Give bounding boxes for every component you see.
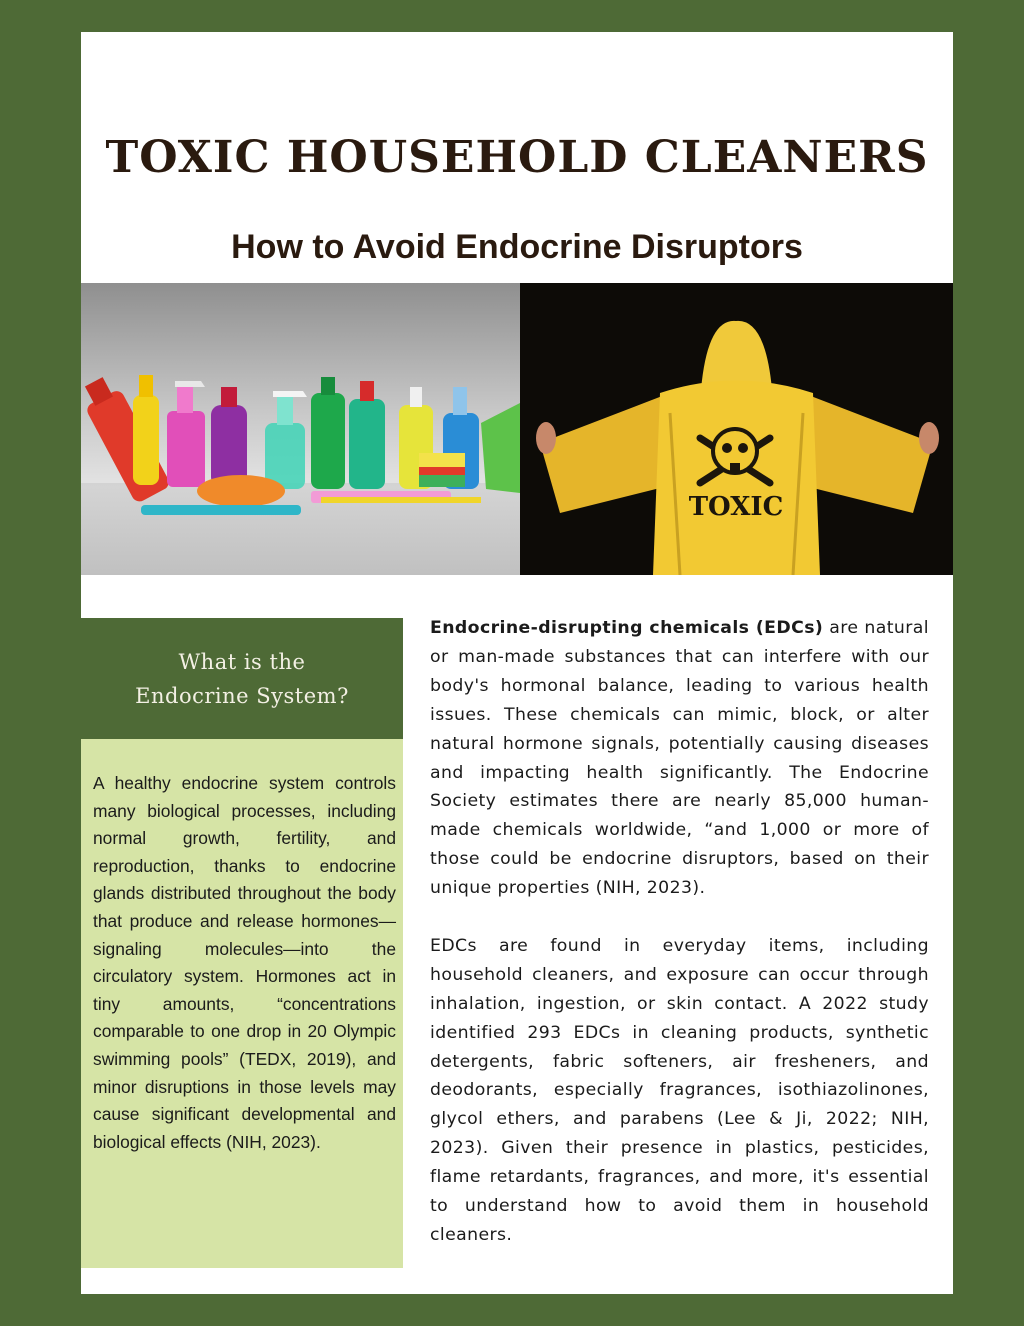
article-paragraph-2: EDCs are found in everyday items, including household cleaners, and exposure can occur through inhalation, ingestion, or skin contact. A 2022 study identified 293 EDCs in cleaning products, synthetic detergents, fabric softeners, air fresheners, and deodorants, especially fragrances, isothiazolinones, glycol ethers, and parabens (Lee & Ji, 2022; NIH, 2023). Given their presence in plastics, pesticides, flame retardants, fragrances, and more, it's essential to understand how to avoid them in household cleaners.	[430, 935, 929, 1246]
article-lead: Endocrine-disrupting chemicals (EDCs)	[430, 618, 824, 638]
sidebar-heading: What is the Endocrine System?	[135, 649, 349, 708]
page-subtitle: How to Avoid Endocrine Disruptors	[231, 228, 803, 266]
sidebar-body: A healthy endocrine system controls many biological processes, including normal growth, fertility, and reproduction, thanks to endocrine glands distributed throughout the body that produce and release hormones—signaling molecules—into the circulatory system. Hormones act in tiny amounts, “concentrations comparable to one drop in 20 Olympic swimming pools” (TEDX, 2019), and minor disruptions in those levels may cause significant developmental and biological effects (NIH, 2023).	[93, 773, 396, 1152]
cleaning-products-photo	[81, 283, 520, 575]
article-paragraph-1-text: are natural or man-made substances that can interfere with our body's hormonal balance, leading to various health issues. These chemicals can mimic, block, or alter natural hormone signals, potentially causing diseases and impacting health significantly. The Endocrine Society estimates there are nearly 85,000 human-made chemicals worldwide, “and 1,000 or more of those could be endocrine disruptors, based on their unique properties (NIH, 2023).	[430, 618, 929, 899]
article-paragraph-1	[430, 614, 929, 903]
toxic-raincoat-photo	[520, 283, 953, 575]
article-body	[430, 614, 929, 1250]
page-title: TOXIC HOUSEHOLD CLEANERS	[105, 132, 929, 183]
sidebar-text-box	[81, 739, 403, 1268]
document-page	[81, 32, 953, 1294]
toxic-label: TOXIC	[688, 492, 784, 522]
sidebar-heading-box	[81, 618, 403, 739]
